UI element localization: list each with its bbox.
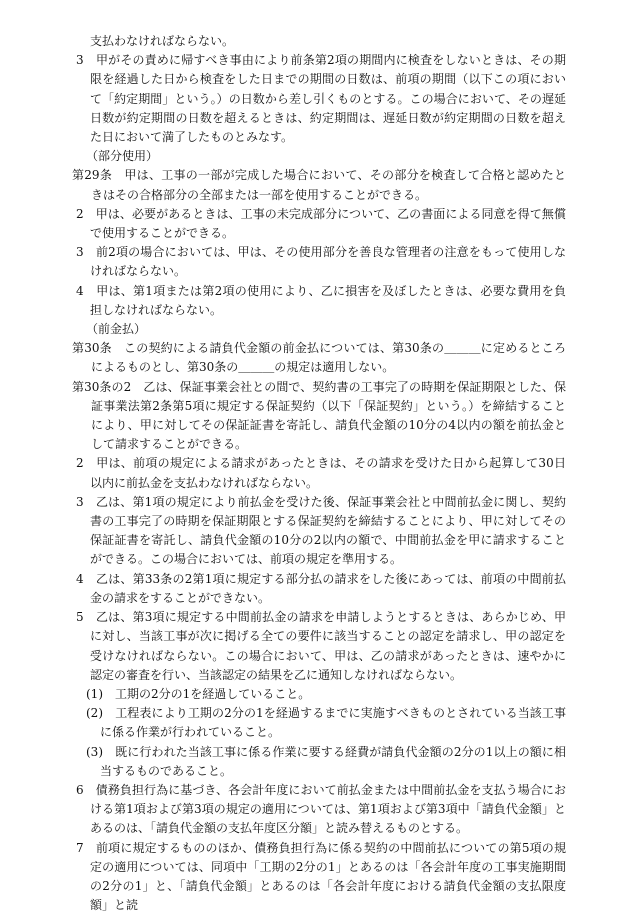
section-heading: （前金払） [86,322,147,337]
paragraph: 6 債務負担行為に基づき、各会計年度において前払金または中間前払金を支払う場合における第1項および第3項の規定の適用については、第1項および第3項中「請負代金額」とあるのは、「請負代金額の支払年度区分額」と読み替えるものとする。 [76,782,566,836]
paragraph: 5 乙は、第3項に規定する中間前払金の請求を申請しようとするときは、あらかじめ、甲に対し、当該工事が次に掲げる全ての要件に該当することの認定を請求し、甲の認定を受けなければならない。この場合において、甲は、乙の請求があったときは、速やかに認定の審査を行い、当該認定の結果を乙に通知しなければならない。 [76,610,566,682]
paragraph: 4 甲は、第1項または第2項の使用により、乙に損害を及ぼしたときは、必要な費用を負担しなければならない。 [76,283,566,317]
paragraph: 2 甲は、前項の規定による請求があったときは、その請求を受けた日から起算して30日以内に前払金を支払わなければならない。 [76,456,566,490]
paragraph: 3 前2項の場合においては、甲は、その使用部分を善良な管理者の注意をもって使用しなければならない。 [76,245,566,279]
section-heading: （部分使用） [86,149,159,164]
sub-item: (2) 工程表により工期の2分の1を経過するまでに実施すべきものとされている当該工事に係る作業が行われていること。 [86,706,566,740]
paragraph: 第30条の2 乙は、保証事業会社との間で、契約書の工事完了の時期を保証期限とした、保証事業法第2条第5項に規定する保証契約（以下「保証契約」という。）を締結することにより、甲に対してその保証証書を寄託し、請負代金額の10分の4以内の額を前払金として請求することができる。 [72,379,566,452]
paragraph: 第29条 甲は、工事の一部が完成した場合において、その部分を検査して合格と認めたときはその合格部分の全部または一部を使用することができる。 [72,168,566,202]
paragraph: 7 前項に規定するもののほか、債務負担行為に係る契約の中間前払についての第5項の規定の適用については、同項中「工期の2分の1」とあるのは「各会計年度の工事実施期間の2分の1」と、「請負代金額」とあるのは「各会計年度における請負代金額の支払限度額」と読 [76,840,566,913]
paragraph: 2 甲は、必要があるときは、工事の未完成部分について、乙の書面による同意を得て無償で使用することができる。 [76,206,566,241]
document-page [0,32,630,915]
sub-item: (3) 既に行われた当該工事に係る作業に要する経費が請負代金額の2分の1以上の額に相当するものであること。 [86,744,566,778]
paragraph: 3 甲がその責めに帰すべき事由により前条第2項の期間内に検査をしないときは、その期限を経過した日から検査をした日までの期間の日数は、前項の期間（以下この項において「約定期間」という。）の日数から差し引くものとする。この場合において、その遅延日数が約定期間の日数を超えるときは、約定期間は、遅延日数が約定期間の日数を超えた日において満了したものとみなす。 [76,53,566,145]
sub-item: (1) 工期の2分の1を経過していること。 [86,686,311,701]
paragraph: 3 乙は、第1項の規定により前払金を受けた後、保証事業会社と中間前払金に関し、契約書の工事完了の時期を保証期限とする保証契約を締結することにより、甲に対してその保証証書を寄託し、請負代金額の10分の2以内の額で、中間前払金を甲に請求することができる。この場合においては、前項の規定を準用する。 [76,494,566,567]
paragraph: 4 乙は、第33条の2第1項に規定する部分払の請求をした後にあっては、前項の中間前払金の請求をすることができない。 [76,571,566,605]
paragraph: 第30条 この契約による請負代金額の前金払については、第30条の＿＿＿に定めるところによるものとし、第30条の＿＿＿の規定は適用しない。 [72,341,566,375]
paragraph: 支払わなければならない。 [90,34,235,48]
